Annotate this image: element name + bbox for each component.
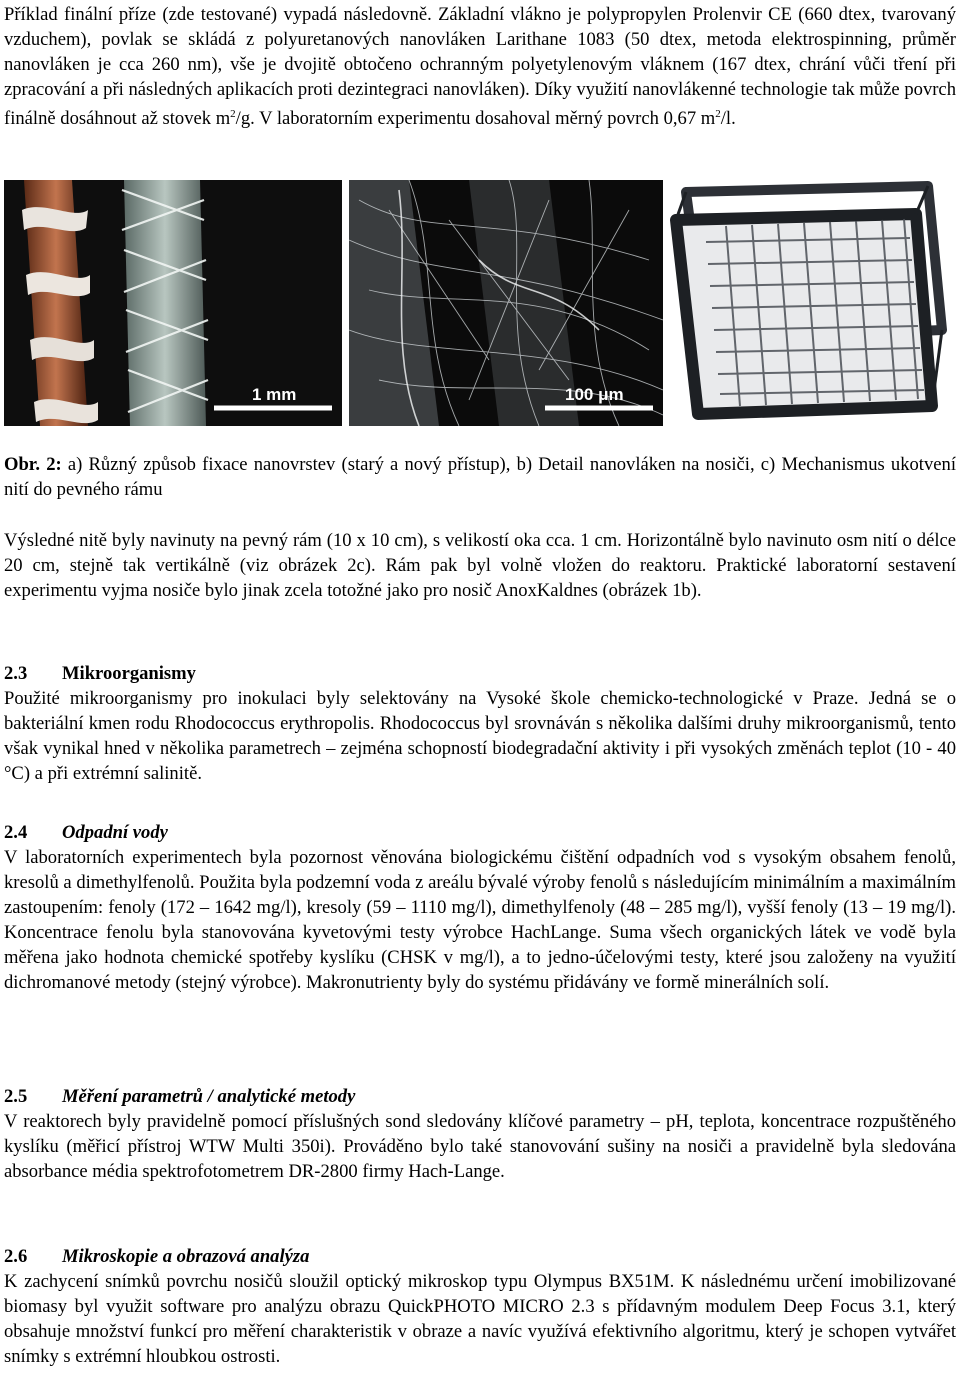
section-title: Mikroskopie a obrazová analýza xyxy=(62,1246,310,1267)
intro-text: Příklad finální příze (zde testované) vypadá následovně. Základní vlákno je polypropylen Prolenvir CE (660 dtex, tvarovaný vzduchem), povlak se skládá z polyuretanových nanovláken Larithane 1083 (50 dtex, metoda elektrospinning, průměr nanovláken je cca 260 nm), vše je dvojitě obtočeno ochranným polyetylenovým vláknem (167 dtex, chrání vůči tření při zpracování a při následných aplikacích proti dezintegraci nanovláken). Díky využití nanovlákenné technologie tak může povrch finálně dosáhnout až stovek m xyxy=(4,4,956,130)
section-heading xyxy=(4,661,956,686)
caption-label: Obr. 2: xyxy=(4,454,62,475)
intro-text-end: /l. xyxy=(720,108,736,130)
section-text: K zachycení snímků povrchu nosičů sloužil optický mikroskop typu Olympus BX51M. K následnému určení imobilizované biomasy byl využit software pro analýzu obrazu QuickPHOTO MICRO 2.3 s přídavným modulem Deep Focus 3.1, který obsahuje množství funkcí pro měření charakteristik v obraze a navíc využívá efektivního algoritmu, který je schopen vytvářet snímky s extrémní hloubkou ostrosti. xyxy=(4,1271,956,1367)
intro-text-mid: /g. V laboratorním experimentu dosahoval měrný povrch 0,67 m xyxy=(235,108,716,130)
section-number: 2.4 xyxy=(4,822,28,843)
section-text: Použité mikroorganismy pro inokulaci byly selektovány na Vysoké škole chemicko-technologické v Praze. Jedná se o bakteriální kmen rodu Rhodococcus erythropolis. Rhodococcus byl srovnáván s několika dalšími druhy mikroorganismů, tento však vynikal hned v několika parametrech – zejména schopností biodegradační aktivity i při vysokých změnách teplot (10 - 40 °C) a při extrémní salinitě. xyxy=(4,688,956,784)
section-heading xyxy=(4,820,956,845)
intro-paragraph xyxy=(4,2,956,131)
section-title: Měření parametrů / analytické metody xyxy=(62,1086,356,1107)
scale-label-100um: 100 μm xyxy=(565,385,624,404)
scale-label-1mm: 1 mm xyxy=(252,385,297,404)
frame-description-paragraph: Výsledné nitě byly navinuty na pevný rám (10 x 10 cm), s velikostí oka cca. 1 cm. Horizontálně bylo navinuto osm nití o délce 20 cm, stejně tak vertikálně (viz obrázek 2c). Rám pak byl volně vložen do reaktoru. Praktické laboratorní sestavení experimentu vyjma nosiče bylo jinak zcela totožné jako pro nosič AnoxKaldnes (obrázek 1b). xyxy=(4,530,956,601)
section-title: Odpadní vody xyxy=(62,822,168,843)
section-number: 2.5 xyxy=(4,1086,28,1107)
caption-text: a) Různý způsob fixace nanovrstev (starý a nový přístup), b) Detail nanovláken na nosiči, c) Mechanismus ukotvení nití do pevného rámu xyxy=(4,454,956,500)
section-2-4 xyxy=(4,820,956,995)
section-text: V reaktorech byly pravidelně pomocí příslušných sond sledovány klíčové parametry – pH, teplota, koncentrace rozpuštěného kyslíku (měřicí přístroj WTW Multi 350i). Prováděno bylo také stanovování sušiny na nosiči a pravidelně byla sledována absorbance média spektrofotometrem DR-2800 firmy Hach-Lange. xyxy=(4,1111,956,1182)
section-2-5 xyxy=(4,1084,956,1184)
section-2-6 xyxy=(4,1244,956,1369)
section-title: Mikroorganismy xyxy=(62,663,196,684)
figure-2b-nanofiber-detail xyxy=(349,180,663,426)
section-heading xyxy=(4,1244,956,1269)
section-heading xyxy=(4,1084,956,1109)
section-number: 2.6 xyxy=(4,1246,28,1267)
figure-caption xyxy=(4,452,956,502)
superscript: 2 xyxy=(230,108,236,120)
figure-2a-yarn-photo xyxy=(4,180,342,426)
figure-2c-frame-photo xyxy=(666,180,956,426)
section-number: 2.3 xyxy=(4,663,28,684)
section-2-3 xyxy=(4,661,956,786)
figure-2 xyxy=(4,180,956,426)
superscript: 2 xyxy=(715,108,721,120)
section-text: V laboratorních experimentech byla pozornost věnována biologickému čištění odpadních vod s vysokým obsahem fenolů, kresolů a dimethylfenolů. Použita byla podzemní voda z areálu bývalé výroby fenolů s následujícím minimálním a maximálním zastoupením: fenoly (172 – 1642 mg/l), kresoly (59 – 1110 mg/l), dimethylfenoly (48 – 285 mg/l), vyšší fenoly (13 – 19 mg/l). Koncentrace fenolu byla stanovována kyvetovými testy výrobce HachLange. Suma všech organických látek ve vodě byla měřena jako hodnota chemické spotřeby kyslíku (CHSK v mg/l), a to jedno-účelovými testy, které jsou založeny na využití dichromanové metody (stejný výrobce). Makronutrienty byly do systému přidávány ve formě minerálních solí. xyxy=(4,847,956,993)
